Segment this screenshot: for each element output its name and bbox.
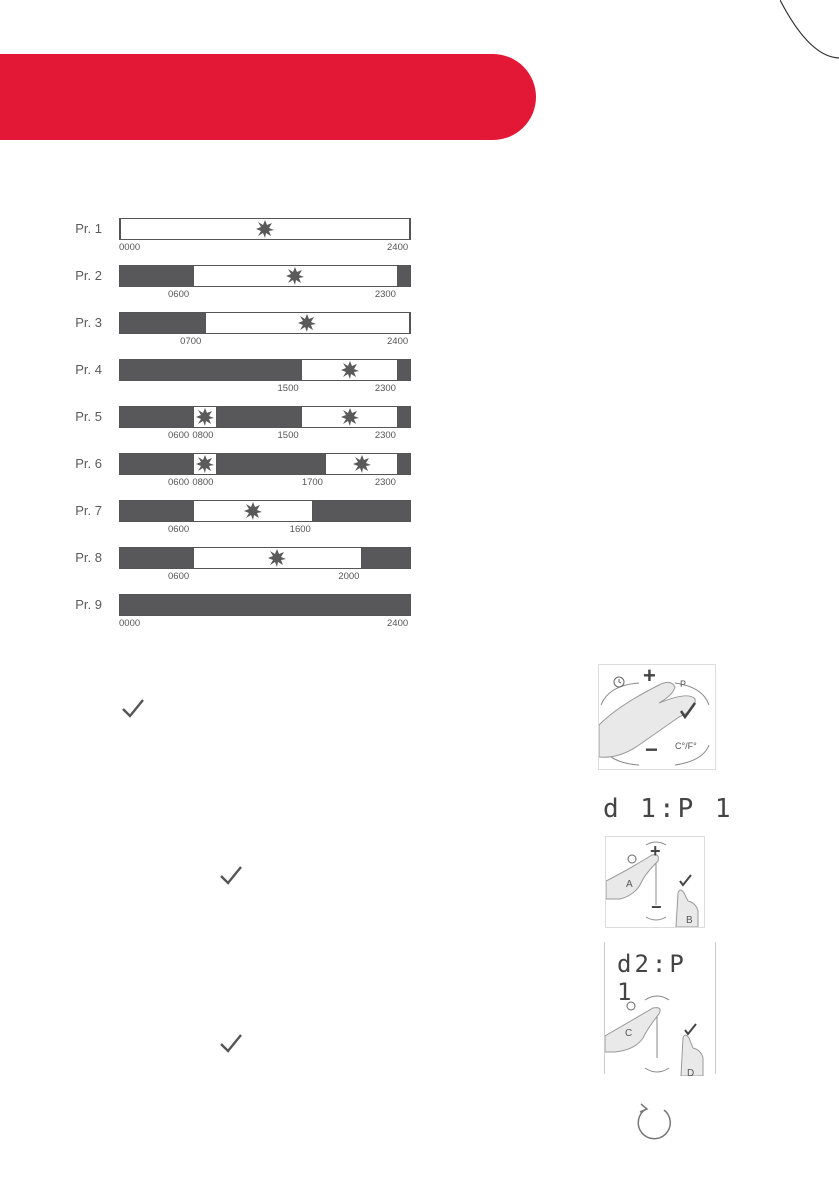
moon-icon [354, 503, 370, 519]
time-tick-label: 0800 [192, 477, 214, 488]
program-label: Pr. 2 [75, 268, 102, 283]
moon-icon [148, 268, 164, 284]
night-segment [120, 548, 193, 568]
time-tick-label: 1500 [277, 383, 299, 394]
lcd-display-2: d2:P 1 [617, 950, 687, 1006]
program-label: Pr. 5 [75, 409, 102, 424]
day-segment [193, 266, 398, 286]
moon-icon [251, 409, 267, 425]
program-label: Pr. 6 [75, 456, 102, 471]
night-segment [313, 501, 410, 521]
program-bar [119, 547, 411, 569]
control-panel-figure-2 [605, 836, 705, 928]
program-label: Pr. 1 [75, 221, 102, 236]
program-bar [119, 406, 411, 428]
header-banner [0, 54, 536, 140]
sun-icon [268, 549, 286, 567]
day-segment [301, 360, 398, 380]
night-segment [120, 595, 410, 615]
sun-icon [196, 408, 214, 426]
program-label: Pr. 3 [75, 315, 102, 330]
time-tick-label: 2300 [374, 477, 396, 488]
time-tick-label: 0600 [168, 477, 190, 488]
program-bar [119, 594, 411, 616]
program-bar [119, 312, 411, 334]
check-icon [218, 1032, 244, 1054]
program-label: Pr. 9 [75, 597, 102, 612]
moon-icon [378, 550, 394, 566]
plus-button[interactable]: + [643, 663, 656, 688]
night-segment [398, 266, 410, 286]
day-segment [193, 548, 362, 568]
night-segment [120, 360, 301, 380]
time-tick-label: 2400 [387, 336, 409, 347]
night-segment [120, 501, 193, 521]
night-segment [217, 407, 302, 427]
night-segment [398, 407, 410, 427]
check-icon [218, 864, 244, 886]
day-segment [325, 454, 398, 474]
time-tick-label: 0600 [168, 289, 190, 300]
time-tick-label: 0600 [168, 524, 190, 535]
sun-icon [298, 314, 316, 332]
check-icon [120, 697, 146, 719]
program-bar [119, 500, 411, 522]
program-bar [119, 265, 411, 287]
page-corner-mark [780, 0, 839, 60]
time-tick-label: 0000 [119, 618, 141, 629]
night-segment [120, 313, 205, 333]
moon-icon [263, 456, 279, 472]
finger-c-label: C [625, 1028, 633, 1039]
moon-icon [148, 456, 164, 472]
program-bar [119, 359, 411, 381]
moon-icon [203, 362, 219, 378]
program-bar [119, 218, 411, 240]
time-tick-label: 2400 [387, 242, 409, 253]
sun-icon [196, 455, 214, 473]
control-panel-figure-3 [604, 942, 716, 1079]
program-label: Pr. 8 [75, 550, 102, 565]
time-tick-label: 2300 [374, 383, 396, 394]
program-bar [119, 453, 411, 475]
sun-icon [256, 220, 274, 238]
day-segment [301, 407, 398, 427]
night-segment [120, 266, 193, 286]
sun-icon [244, 502, 262, 520]
sun-icon [286, 267, 304, 285]
time-tick-label: 2000 [338, 571, 360, 582]
moon-icon [148, 550, 164, 566]
night-segment [120, 407, 193, 427]
program-label: Pr. 7 [75, 503, 102, 518]
finger-b-label: B [686, 915, 693, 926]
night-segment [398, 454, 410, 474]
day-segment [193, 407, 217, 427]
time-tick-label: 0600 [168, 430, 190, 441]
moon-icon [148, 503, 164, 519]
time-tick-label: 1600 [289, 524, 311, 535]
time-tick-label: 0700 [180, 336, 202, 347]
program-label: Pr. 4 [75, 362, 102, 377]
finger-d-label: D [687, 1068, 695, 1079]
moon-icon [257, 597, 273, 613]
day-segment [193, 454, 217, 474]
program-p-label: P [680, 679, 687, 689]
moon-icon [154, 315, 170, 331]
control-panel-figure-1 [598, 664, 716, 770]
sun-icon [341, 361, 359, 379]
time-tick-label: 2300 [374, 289, 396, 300]
day-segment [120, 219, 410, 239]
night-segment [398, 360, 410, 380]
plus-button[interactable]: + [650, 841, 661, 861]
time-tick-label: 1500 [277, 430, 299, 441]
time-tick-label: 2400 [387, 618, 409, 629]
moon-icon [148, 409, 164, 425]
time-tick-label: 0600 [168, 571, 190, 582]
day-segment [205, 313, 410, 333]
lcd-display-1: d 1:P 1 [603, 794, 734, 824]
finger-a-label: A [626, 879, 633, 890]
minus-button[interactable]: − [651, 897, 662, 917]
night-segment [120, 454, 193, 474]
night-segment [362, 548, 410, 568]
time-tick-label: 1700 [301, 477, 323, 488]
minus-button[interactable]: − [645, 737, 658, 762]
day-segment [193, 501, 314, 521]
unit-toggle-label: C°/F° [675, 741, 697, 751]
night-segment [217, 454, 326, 474]
time-tick-label: 2300 [374, 430, 396, 441]
sun-icon [341, 408, 359, 426]
cycle-arrow-icon [636, 1100, 676, 1142]
time-tick-label: 0800 [192, 430, 214, 441]
time-tick-label: 0000 [119, 242, 141, 253]
sun-icon [353, 455, 371, 473]
